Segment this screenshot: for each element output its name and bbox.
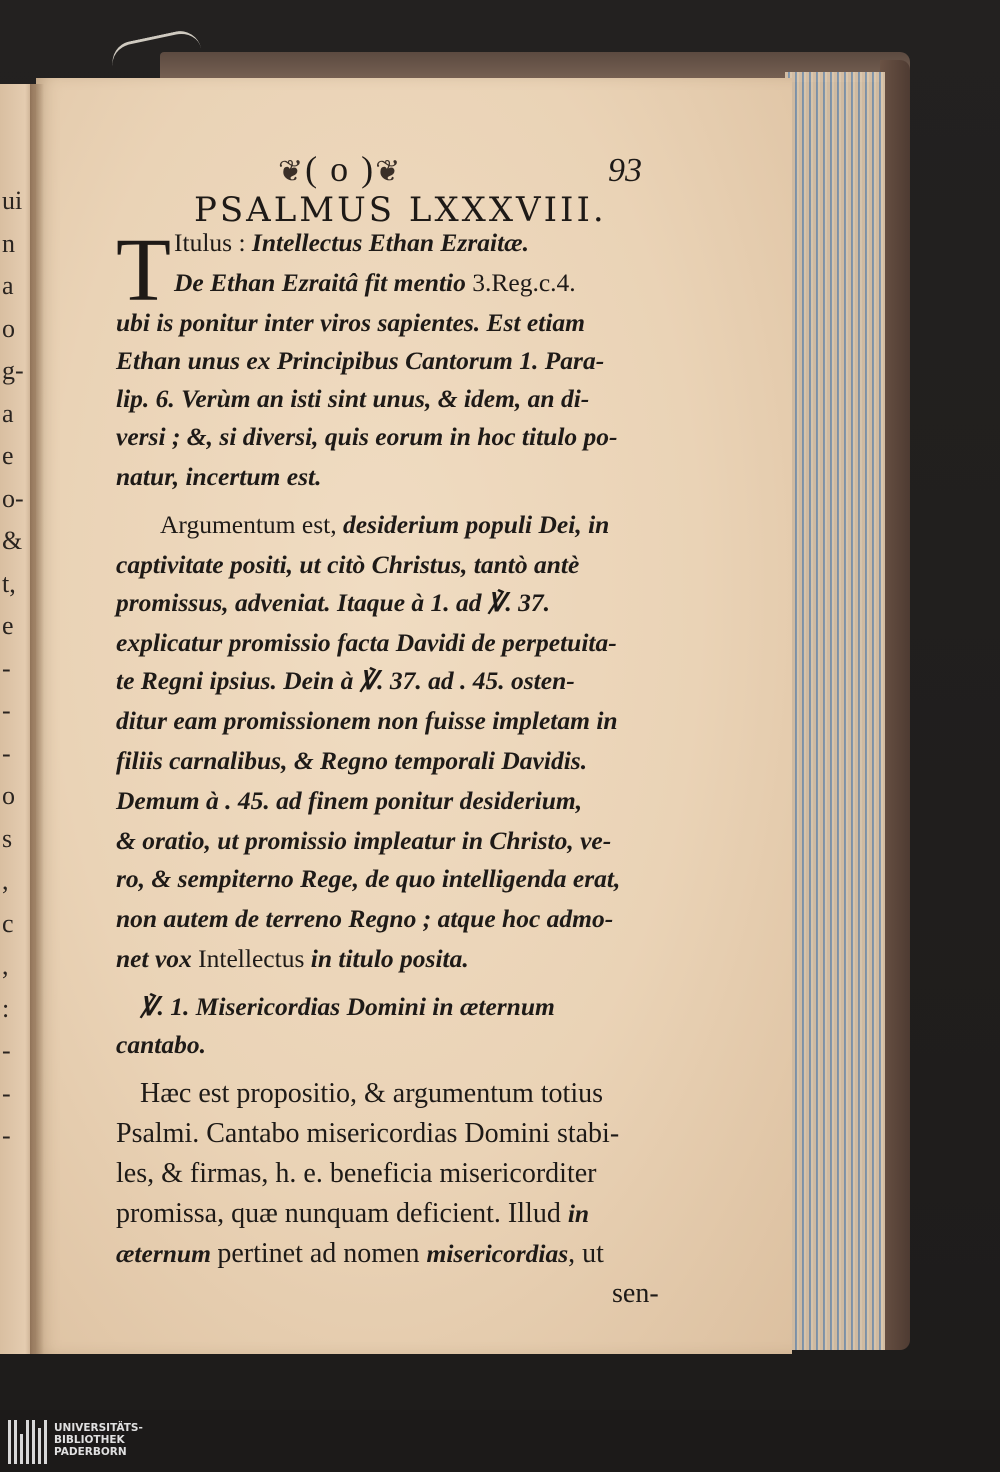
- text-line: [116, 906, 613, 932]
- text-segment: Argumentum est,: [160, 510, 343, 539]
- previous-page-fragment: -: [2, 738, 11, 768]
- previous-page-fragment: t,: [2, 568, 16, 598]
- text-segment: lip. 6. Verùm an isti sint unus, & idem, an di-: [116, 384, 590, 413]
- previous-page-fragment: o-: [2, 483, 24, 513]
- text-segment: Intellectus Ethan Ezraitæ.: [251, 228, 529, 257]
- text-segment: 3.Reg.c.4.: [472, 268, 576, 297]
- page-fore-edge: [785, 72, 885, 1350]
- previous-page-fragment: c: [2, 908, 14, 938]
- text-line: [116, 828, 611, 854]
- text-line: [116, 552, 579, 578]
- text-segment: ro, & sempiterno Rege, de quo intelligenda erat,: [116, 864, 621, 893]
- text-segment: Demum à . 45. ad finem ponitur desiderium,: [116, 786, 583, 815]
- text-segment: cantabo.: [116, 1030, 206, 1059]
- text-line: [116, 1160, 596, 1188]
- page-number: 93: [608, 152, 642, 189]
- text-segment: Psalmi. Cantabo misericordias Domini stabi-: [116, 1118, 620, 1149]
- previous-page-fragment: o: [2, 313, 15, 343]
- library-name-line: UNIVERSITÄTS-: [54, 1422, 143, 1434]
- fleuron-right-icon: ❦: [375, 155, 403, 188]
- text-line: [116, 464, 321, 490]
- text-segment: ditur eam promissionem non fuisse impletam in: [116, 706, 618, 735]
- text-line: [116, 946, 469, 972]
- previous-page-fragment: e: [2, 441, 14, 470]
- library-name-line: BIBLIOTHEK: [54, 1434, 125, 1446]
- text-segment: Intellectus: [198, 944, 311, 973]
- text-segment: misericordias: [426, 1239, 569, 1268]
- text-segment: promissus, adveniat. Itaque à 1. ad ℣. 37.: [116, 588, 550, 617]
- library-name-line: PADERBORN: [54, 1446, 127, 1458]
- text-line: [116, 708, 618, 734]
- text-line: [140, 994, 555, 1020]
- text-segment: sen-: [612, 1278, 659, 1309]
- text-segment: , ut: [568, 1238, 604, 1269]
- text-line: [116, 1032, 206, 1058]
- text-line: [160, 512, 609, 538]
- text-line: [116, 668, 575, 694]
- previous-page-fragment: n: [2, 228, 15, 258]
- library-footer: [0, 1410, 1000, 1472]
- text-segment: versi ; &, si diversi, quis eorum in hoc titulo po-: [116, 422, 618, 451]
- fleuron-left-icon: ❦: [278, 155, 306, 188]
- previous-page-fragment: -: [2, 1121, 11, 1150]
- previous-page-fragment: g-: [2, 356, 24, 385]
- previous-page-fragment: a: [2, 271, 14, 300]
- drop-cap: T: [116, 221, 171, 320]
- text-line: [174, 230, 529, 256]
- text-segment: non autem de terreno Regno ; atque hoc admo-: [116, 904, 614, 933]
- text-segment: te Regni ipsius. Dein à ℣. 37. ad . 45. osten-: [116, 666, 575, 695]
- text-segment: desiderium populi Dei, in: [342, 510, 610, 539]
- previous-page-fragment: &: [2, 526, 23, 555]
- text-line: [116, 1200, 589, 1228]
- text-segment: in titulo posita.: [310, 944, 469, 973]
- previous-page-fragment: o: [2, 781, 15, 810]
- text-line: [116, 630, 617, 656]
- text-line: [116, 348, 604, 374]
- text-segment: Ethan unus ex Principibus Cantorum 1. Para-: [116, 346, 605, 375]
- text-line: [116, 590, 550, 616]
- text-segment: explicatur promissio facta Davidi de perpetuita-: [116, 628, 617, 657]
- text-segment: ubi is ponitur inter viros sapientes. Est etiam: [116, 308, 585, 337]
- previous-page-fragment: a: [2, 398, 14, 428]
- text-line: [116, 310, 585, 336]
- text-line: [116, 788, 582, 814]
- previous-page-fragment: -: [2, 1036, 11, 1065]
- text-line: [116, 1240, 604, 1268]
- psalm-title: PSALMUS LXXXVIII.: [194, 190, 607, 230]
- text-segment: De Ethan Ezraitâ fit mentio: [174, 268, 473, 297]
- previous-page-fragment: e: [2, 611, 14, 640]
- library-logo-icon: [8, 1420, 48, 1464]
- text-segment: ℣. 1. Misericordias Domini in æternum: [140, 992, 555, 1021]
- text-segment: filiis carnalibus, & Regno temporali Davidis.: [116, 746, 588, 775]
- folio-mark: ❦( o )❦: [278, 149, 403, 189]
- book-page: [36, 78, 792, 1354]
- text-line: [140, 1080, 603, 1108]
- text-line: [174, 270, 576, 296]
- previous-page-fragment: ui: [2, 186, 23, 215]
- text-segment: net vox: [116, 944, 199, 973]
- text-line: [116, 386, 589, 412]
- page-gutter-shadow: [30, 84, 44, 1354]
- text-line: [116, 748, 587, 774]
- previous-page-fragment: -: [2, 1078, 11, 1108]
- text-segment: Hæc est propositio, & argumentum totius: [140, 1078, 604, 1109]
- text-line: [116, 424, 618, 450]
- text-segment: captivitate positi, ut citò Christus, tantò antè: [116, 550, 580, 579]
- text-segment: & oratio, ut promissio impleatur in Christo, ve-: [116, 826, 612, 855]
- text-segment: in: [567, 1199, 590, 1228]
- running-head: [82, 148, 712, 188]
- text-line: [116, 866, 620, 892]
- text-segment: æternum: [116, 1239, 218, 1268]
- previous-page-fragment: ,: [2, 951, 9, 980]
- previous-page-fragment: ,: [2, 866, 9, 895]
- text-segment: pertinet ad nomen: [217, 1238, 427, 1269]
- text-segment: promissa, quæ nunquam deficient. Illud: [116, 1198, 568, 1229]
- library-name: [54, 1422, 143, 1458]
- text-line: [116, 1120, 619, 1148]
- previous-page-fragment: -: [2, 696, 11, 725]
- text-line: [612, 1280, 659, 1308]
- text-segment: Itulus :: [174, 228, 252, 257]
- previous-page-fragment: -: [2, 653, 11, 683]
- previous-page-fragment: s: [2, 823, 13, 853]
- text-segment: les, & firmas, h. e. beneficia misericorditer: [116, 1158, 597, 1189]
- previous-page-fragment: :: [2, 993, 10, 1023]
- text-segment: natur, incertum est.: [116, 462, 322, 491]
